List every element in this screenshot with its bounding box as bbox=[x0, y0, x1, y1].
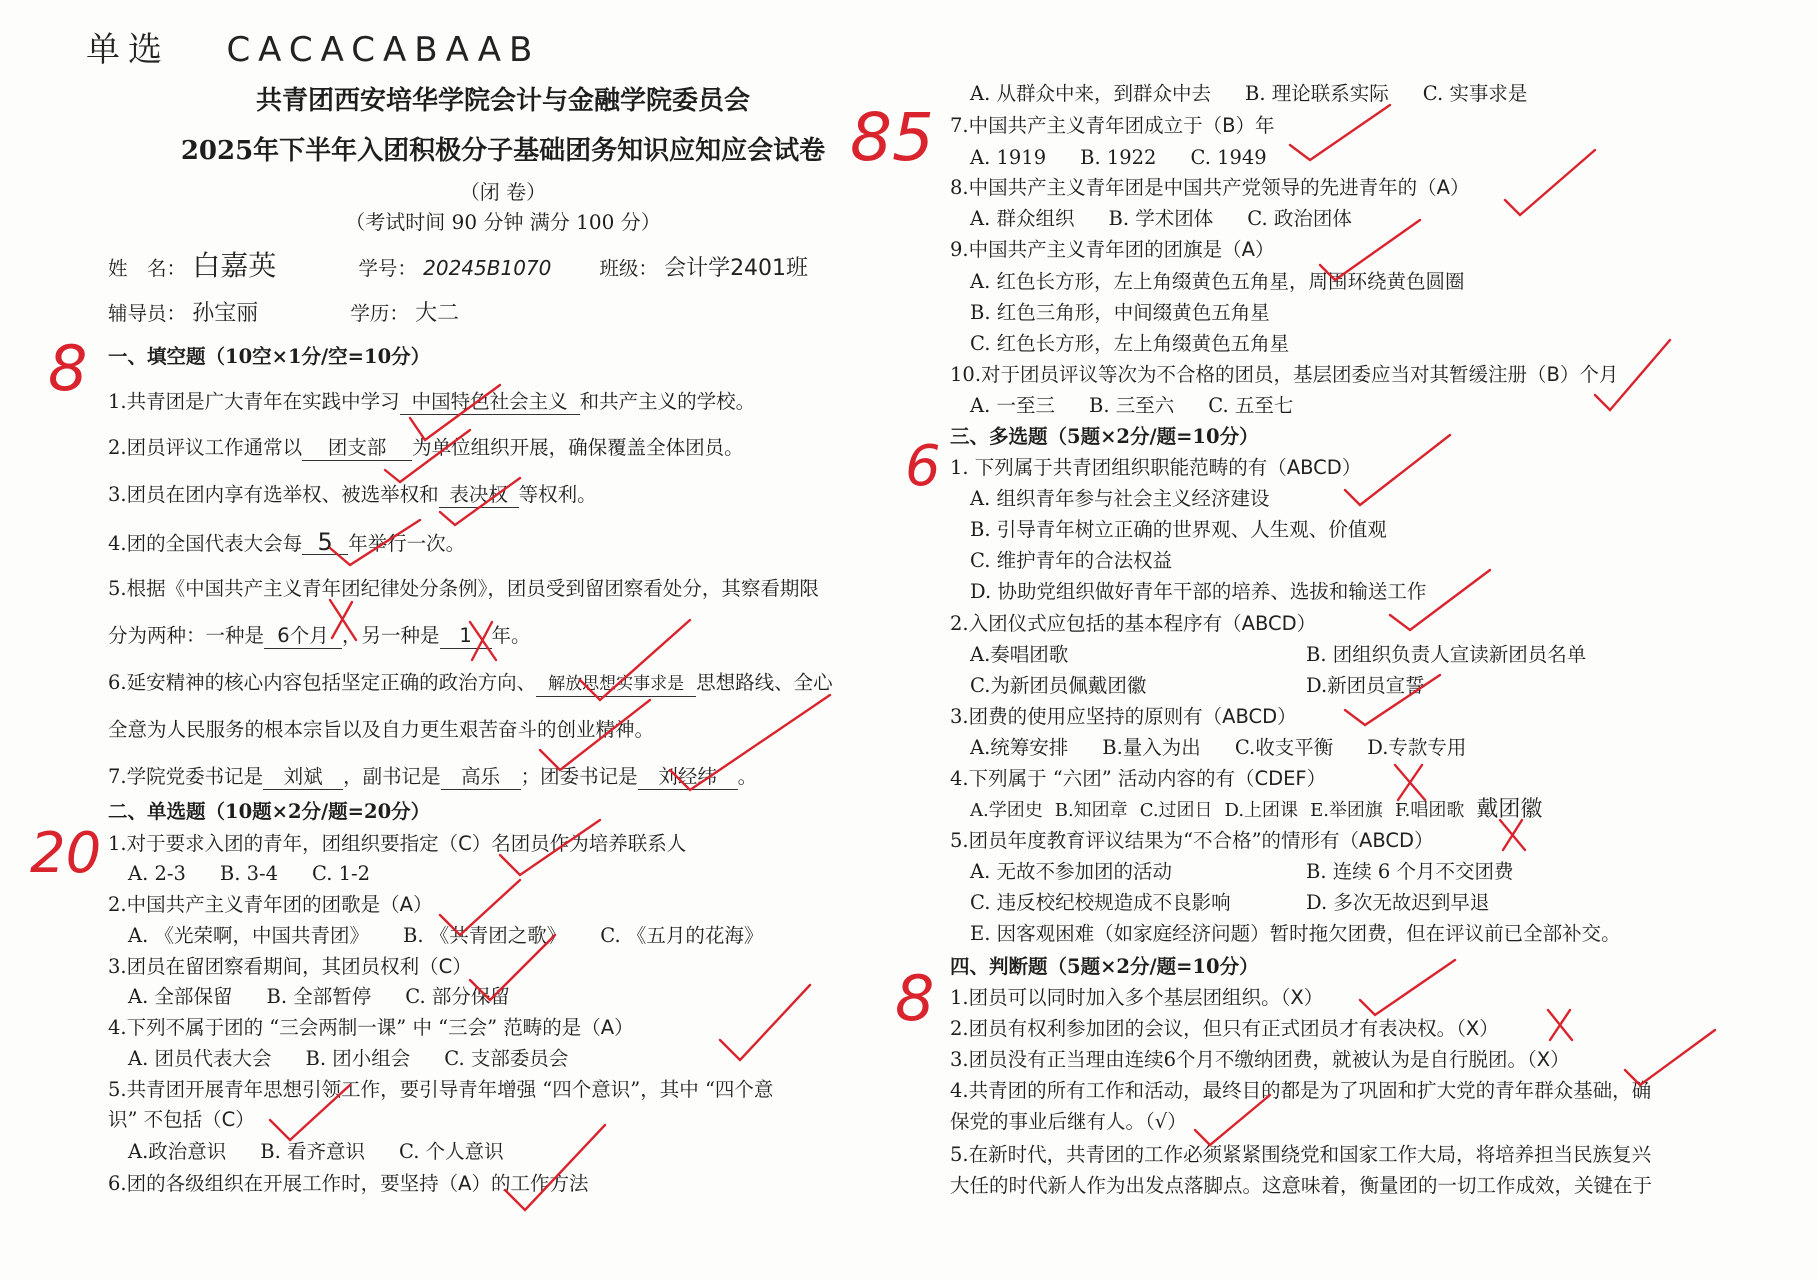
single-q7: 7.中国共产主义青年团成立于（B）年 bbox=[950, 114, 1275, 137]
class-label: 班级： bbox=[599, 257, 658, 280]
id-label: 学号： bbox=[358, 257, 417, 280]
check-mark bbox=[270, 1085, 350, 1140]
multi-q4-handwritten-note: 戴团徽 bbox=[1476, 797, 1543, 822]
counselor-name: 孙宝丽 bbox=[192, 301, 259, 326]
judge-q2: 2.团员有权利参加团的会议，但只有正式团员才有表决权。（X） bbox=[950, 1017, 1499, 1040]
single-q9: 9.中国共产主义青年团的团旗是（A） bbox=[950, 238, 1275, 261]
top-answer-value: CACACABAAB bbox=[226, 30, 541, 70]
single-q2-options: A. 《光荣啊，中国共青团》 B. 《共青团之歌》 C. 《五月的花海》 bbox=[128, 924, 764, 947]
multi-q5-option-a: A. 无故不参加团的活动 bbox=[970, 860, 1172, 883]
edu-value: 大二 bbox=[415, 301, 460, 326]
check-mark bbox=[440, 478, 520, 525]
fill-q6-line1: 6.延安精神的核心内容包括坚定正确的政治方向、 解放思想实事求是 思想路线、全心 bbox=[108, 671, 833, 697]
multi-q5-option-e: E. 因客观困难（如家庭经济问题）暂时拖欠团费，但在评议前已全部补交。 bbox=[970, 922, 1621, 945]
check-mark bbox=[1345, 675, 1440, 725]
check-mark bbox=[1390, 570, 1490, 630]
single-q10: 10.对于团员评议等次为不合格的团员，基层团委应当对其暂缓注册（B）个月 bbox=[950, 363, 1619, 386]
judge-q5-line1: 5.在新时代，共青团的工作必须紧紧围绕党和国家工作大局，将培养担当民族复兴 bbox=[950, 1143, 1652, 1166]
score-total: 85 bbox=[850, 99, 934, 176]
student-id: 20245B1070 bbox=[423, 256, 552, 280]
multi-q5-answer: ABCD bbox=[1359, 829, 1415, 852]
single-q4: 4.下列不属于团的 “三会两制一课” 中 “三会” 范畴的是（A） bbox=[108, 1016, 634, 1039]
cross-mark bbox=[470, 622, 496, 660]
single-q5-line1: 5.共青团开展青年思想引领工作，要引导青年增强 “四个意识”，其中 “四个意 bbox=[108, 1078, 774, 1101]
check-mark bbox=[1320, 220, 1420, 280]
check-mark bbox=[1625, 1030, 1715, 1085]
single-q7-options: A. 1919 B. 1922 C. 1949 bbox=[970, 146, 1267, 169]
fill-q4: 4.团的全国代表大会每 5 年举行一次。 bbox=[108, 528, 466, 556]
multi-q5-option-c: C. 违反校纪校规造成不良影响 bbox=[970, 891, 1231, 914]
single-q3: 3.团员在留团察看期间，其团员权利（C） bbox=[108, 955, 472, 978]
fill-q7-answer1: 刘斌 bbox=[263, 765, 343, 790]
check-mark bbox=[1290, 105, 1390, 160]
student-name: 白嘉英 bbox=[192, 249, 277, 282]
check-mark bbox=[580, 620, 690, 700]
judge-q4-answer: √ bbox=[1154, 1110, 1168, 1133]
single-q9-option-b: B. 红色三角形，中间缀黄色五角星 bbox=[970, 301, 1270, 324]
single-q6-answer: A bbox=[458, 1172, 472, 1195]
judge-q3: 3.团员没有正当理由连续6个月不缴纳团费，就被认为是自行脱团。（X） bbox=[950, 1048, 1570, 1071]
multi-q1-option-a: A. 组织青年参与社会主义经济建设 bbox=[970, 487, 1270, 510]
student-class: 会计学2401班 bbox=[664, 256, 809, 281]
closed-book-note: （闭 卷） bbox=[459, 180, 547, 204]
multi-q2-option-a: A.奏唱团歌 bbox=[970, 643, 1069, 666]
fill-q5-answer2: 1 bbox=[440, 624, 492, 649]
judge-q2-answer: X bbox=[1465, 1017, 1480, 1040]
judge-heading: 四、判断题（5题×2分/题=10分） bbox=[950, 955, 1259, 978]
judge-q5-line2: 大任的时代新人作为出发点落脚点。这意味着，衡量团的一切工作成效，关键在于 bbox=[950, 1174, 1653, 1197]
check-mark bbox=[470, 935, 555, 1000]
name-label: 姓 名： bbox=[108, 257, 187, 280]
check-mark bbox=[1195, 1095, 1270, 1145]
fill-q6-answer: 解放思想实事求是 bbox=[536, 672, 696, 697]
single-q8: 8.中国共产主义青年团是中国共产党领导的先进青年的（A） bbox=[950, 176, 1470, 199]
multi-q2: 2.入团仪式应包括的基本程序有（ABCD） bbox=[950, 612, 1317, 635]
multi-q5-option-d: D. 多次无故迟到早退 bbox=[1306, 891, 1490, 914]
check-mark bbox=[720, 985, 810, 1060]
check-mark bbox=[540, 700, 650, 770]
score-fill: 8 bbox=[48, 332, 88, 405]
multi-q3-answer: ABCD bbox=[1222, 705, 1278, 728]
single-q4-options: A. 团员代表大会 B. 团小组会 C. 支部委员会 bbox=[128, 1047, 569, 1070]
multi-q5-option-b: B. 连续 6 个月不交团费 bbox=[1306, 860, 1514, 883]
judge-q1: 1.团员可以同时加入多个基层团组织。（X） bbox=[950, 986, 1324, 1009]
check-mark bbox=[1595, 340, 1670, 410]
judge-q3-answer: X bbox=[1536, 1048, 1551, 1071]
judge-q4-line1: 4.共青团的所有工作和活动，最终目的都是为了巩固和扩大党的青年群众基础，确 bbox=[950, 1079, 1652, 1102]
single-q6: 6.团的各级组织在开展工作时，要坚持（A）的工作方法 bbox=[108, 1172, 589, 1195]
multi-q2-option-b: B. 团组织负责人宣读新团员名单 bbox=[1306, 643, 1587, 666]
check-mark bbox=[670, 695, 830, 790]
fill-q7-answer3: 刘经纬 bbox=[638, 765, 738, 790]
fill-q2: 2.团员评议工作通常以 团支部 为单位组织开展，确保覆盖全体团员。 bbox=[108, 436, 744, 459]
score-multi: 6 bbox=[905, 434, 941, 499]
cross-mark bbox=[1500, 820, 1525, 850]
judge-q4-line2: 保党的事业后继有人。（√） bbox=[950, 1110, 1187, 1133]
fill-q3: 3.团员在团内享有选举权、被选举权和 表决权 等权利。 bbox=[108, 483, 597, 506]
edu-label: 学历： bbox=[350, 302, 409, 325]
multi-q2-option-d: D.新团员宣誓 bbox=[1306, 674, 1425, 697]
single-q7-answer: B bbox=[1222, 114, 1236, 137]
fill-q1-answer: 中国特色社会主义 bbox=[400, 390, 580, 415]
single-q2: 2.中国共产主义青年团的团歌是（A） bbox=[108, 893, 433, 916]
multi-q1: 1. 下列属于共青团组织职能范畴的有（ABCD） bbox=[950, 456, 1362, 479]
multi-q1-option-d: D. 协助党组织做好青年干部的培养、选拔和输送工作 bbox=[970, 580, 1427, 603]
single-q5-answer: C bbox=[221, 1108, 236, 1131]
multi-q3: 3.团费的使用应坚持的原则有（ABCD） bbox=[950, 705, 1297, 728]
fill-heading: 一、填空题（10空×1分/空=10分） bbox=[108, 345, 431, 368]
single-q10-options: A. 一至三 B. 三至六 C. 五至七 bbox=[970, 394, 1294, 417]
multi-heading: 三、多选题（5题×2分/题=10分） bbox=[950, 425, 1259, 448]
exam-title: 2025年下半年入团积极分子基础团务知识应知应会试卷 bbox=[180, 136, 826, 166]
single-q6-options: A. 从群众中来，到群众中去 B. 理论联系实际 C. 实事求是 bbox=[970, 82, 1528, 105]
single-q5-line2: 识” 不包括（C） bbox=[108, 1108, 255, 1131]
judge-q1-answer: X bbox=[1290, 986, 1304, 1009]
fill-q1: 1.共青团是广大青年在实践中学习 中国特色社会主义 和共产主义的学校。 bbox=[108, 390, 756, 413]
single-q1-answer: C bbox=[458, 832, 472, 855]
exam-info: （考试时间 90 分钟 满分 100 分） bbox=[345, 210, 661, 234]
multi-q5: 5.团员年度教育评议结果为“不合格”的情形有（ABCD） bbox=[950, 829, 1434, 852]
check-mark bbox=[1505, 150, 1595, 215]
fill-q5-line2: 分为两种：一种是 6个月 ，另一种是 1 年。 bbox=[108, 624, 531, 647]
score-judge: 8 bbox=[895, 962, 935, 1035]
single-q8-answer: A bbox=[1436, 176, 1450, 199]
cross-mark bbox=[1395, 765, 1425, 800]
single-q3-options: A. 全部保留 B. 全部暂停 C. 部分保留 bbox=[128, 985, 510, 1008]
check-mark bbox=[410, 385, 500, 440]
single-q4-answer: A bbox=[600, 1016, 615, 1039]
top-answer-label: 单选 bbox=[86, 30, 170, 70]
cross-mark bbox=[330, 600, 356, 640]
multi-q4: 4.下列属于 “六团” 活动内容的有（CDEF） bbox=[950, 767, 1327, 790]
multi-q2-option-c: C.为新团员佩戴团徽 bbox=[970, 674, 1147, 697]
fill-q6-line2: 全意为人民服务的根本宗旨以及自力更生艰苦奋斗的创业精神。 bbox=[108, 718, 655, 741]
multi-q4-options: A.学团史 B.知团章 C.过团日 D.上团课 E.举团旗 F.唱团歌 戴团徽 bbox=[970, 797, 1543, 822]
check-mark bbox=[1345, 435, 1450, 505]
fill-q5-answer1: 6个月 bbox=[264, 624, 342, 649]
multi-q4-answer: CDEF bbox=[1254, 767, 1307, 790]
multi-q1-option-c: C. 维护青年的合法权益 bbox=[970, 549, 1173, 572]
single-q8-options: A. 群众组织 B. 学术团体 C. 政治团体 bbox=[970, 207, 1352, 230]
single-q9-option-a: A. 红色长方形，左上角缀黄色五角星，周围环绕黄色圆圈 bbox=[970, 270, 1465, 293]
single-q9-option-c: C. 红色长方形，左上角缀黄色五角星 bbox=[970, 332, 1290, 355]
single-q1-options: A. 2-3 B. 3-4 C. 1-2 bbox=[128, 862, 371, 885]
counselor-label: 辅导员： bbox=[108, 302, 187, 325]
check-mark bbox=[1360, 960, 1455, 1015]
check-mark bbox=[330, 520, 420, 565]
multi-q1-answer: ABCD bbox=[1286, 456, 1342, 479]
fill-q7-answer2: 高乐 bbox=[441, 765, 521, 790]
multi-q3-options: A.统筹安排 B.量入为出 C.收支平衡 D.专款专用 bbox=[970, 736, 1467, 759]
check-mark bbox=[440, 880, 520, 935]
single-q1: 1.对于要求入团的青年，团组织要指定（C）名团员作为培养联系人 bbox=[108, 832, 687, 855]
multi-q2-answer: ABCD bbox=[1241, 612, 1297, 635]
fill-q7: 7.学院党委书记是 刘斌 ，副书记是 高乐 ；团委书记是 刘经纬 。 bbox=[108, 765, 758, 788]
single-q10-answer: B bbox=[1546, 363, 1560, 386]
fill-q2-answer: 团支部 bbox=[302, 436, 412, 461]
single-q3-answer: C bbox=[438, 955, 453, 978]
cross-mark bbox=[1548, 1010, 1572, 1040]
score-single: 20 bbox=[30, 821, 102, 886]
single-heading: 二、单选题（10题×2分/题=20分） bbox=[108, 800, 431, 823]
single-q5-options: A.政治意识 B. 看齐意识 C. 个人意识 bbox=[128, 1140, 504, 1163]
fill-q5-line1: 5.根据《中国共产主义青年团纪律处分条例》，团员受到留团察看处分，其察看期限 bbox=[108, 577, 819, 600]
single-q2-answer: A bbox=[399, 893, 413, 916]
fill-q3-answer: 表决权 bbox=[439, 483, 519, 508]
check-mark bbox=[500, 820, 600, 875]
multi-q1-option-b: B. 引导青年树立正确的世界观、人生观、价值观 bbox=[970, 518, 1387, 541]
org-title: 共青团西安培华学院会计与金融学院委员会 bbox=[255, 86, 750, 116]
fill-q4-answer: 5 bbox=[302, 530, 348, 555]
single-q9-answer: A bbox=[1241, 238, 1255, 261]
check-mark bbox=[505, 1125, 605, 1210]
